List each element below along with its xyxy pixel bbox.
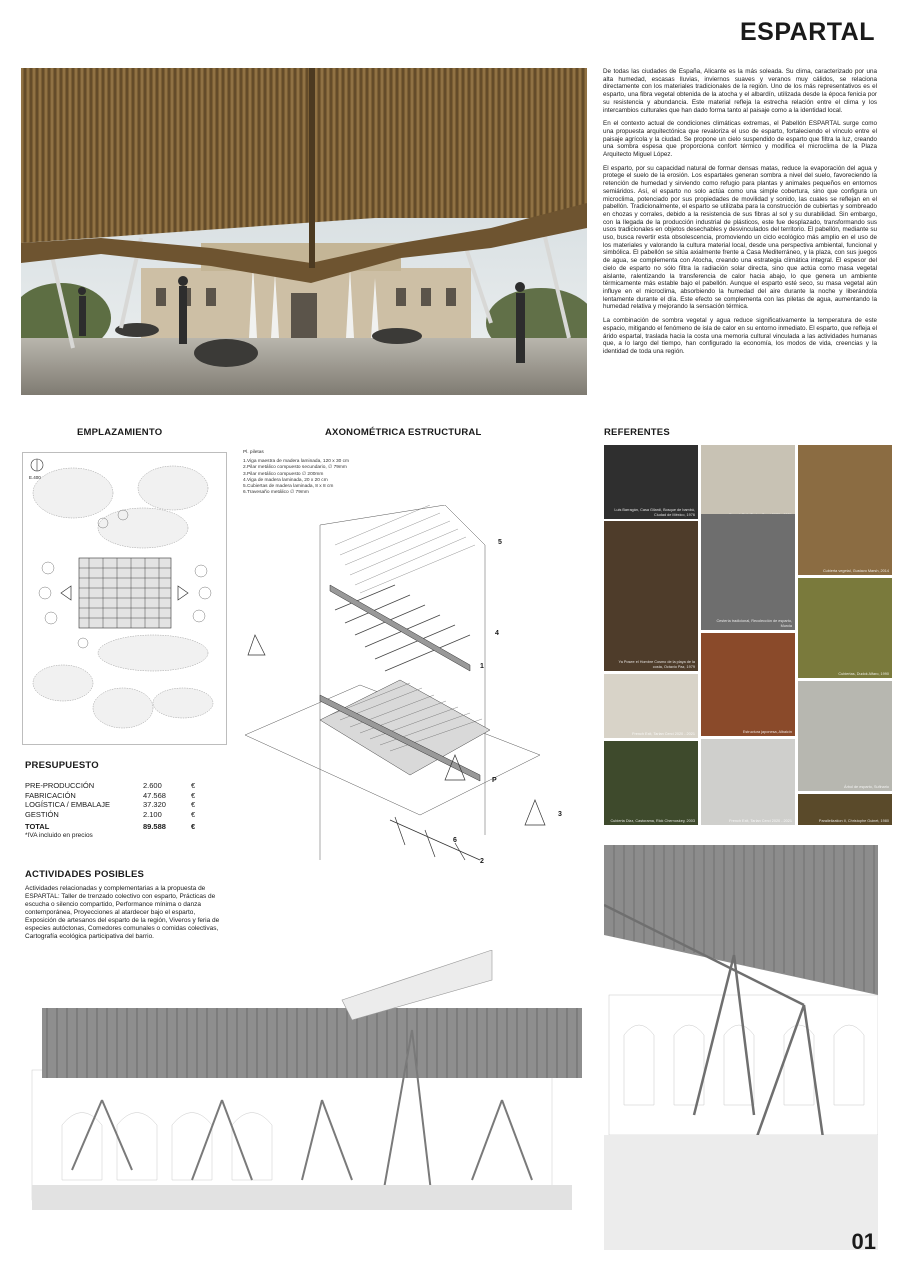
reference-caption: Cubierta Dizz, Castorama, Rick Chernoskey, 2003 [610, 818, 695, 823]
budget-value: 47.568 [143, 790, 166, 800]
site-plan-scale: E.400 [29, 475, 41, 480]
axonometry-callout: 2 [480, 858, 484, 865]
reference-caption: Árbol de esparto, Sufinario [844, 784, 889, 789]
axonometry-legend-item: 2.Pilar metálico compuesto secundario, ∅ 79mm [243, 465, 347, 471]
project-description [603, 68, 877, 362]
axonometry-callout: 6 [453, 837, 457, 844]
budget-note: *IVA incluido en precios [25, 831, 93, 839]
axonometrica-heading: AXONOMÉTRICA ESTRUCTURAL [325, 427, 482, 438]
description-paragraph: En el contexto actual de condiciones climáticas extremas, el Pabellón ESPARTAL surge como una propuesta arquitectónica que revaloriza el uso de esparto, fortaleciendo el vínculo entre el paisaje agrícola y la ciudad. Se propone un cielo suspendido de esparto que filtra la luz, creando una sombra espesa que proporciona confort térmico y modifica el microclima de la Plaza Arquitecto Miguel López. [603, 120, 877, 159]
reference-image [604, 674, 698, 738]
axonometry-callout: 4 [495, 630, 499, 637]
reference-image [798, 794, 892, 825]
pavilion-render-illustration [21, 68, 587, 395]
budget-value: 2.100 [143, 809, 162, 819]
reference-image [604, 445, 698, 519]
activities-text: Actividades relacionadas y complementarias a la propuesta de ESPARTAL: Taller de trenzado colectivo con esparto, Prácticas de escucha o silencio compartido, Performance mínima o danza contemporánea, Proyecciones al atardecer bajo el esparto, Exposición de artesanos del esparto de la región, Viveros y feria de especies autóctonas, Comedores comunales o comidas colectivas, Cartografía ecológica participativa del barrio. [25, 885, 220, 940]
axonometry-legend-item: 4.Viga de madera laminada, 20 x 20 cm [243, 477, 328, 483]
budget-label: FABRICACIÓN [25, 790, 76, 800]
reference-image [701, 445, 795, 519]
budget-label: LOGÍSTICA / EMBALAJE [25, 800, 111, 810]
budget-value: 2.600 [143, 781, 162, 790]
page-number: 01 [851, 1229, 876, 1254]
axonometry-legend-item: 6.Travesaño metálico ∅ 79mm [243, 490, 309, 496]
budget-total-row [25, 822, 215, 832]
reference-image [701, 633, 795, 736]
section-drawing [22, 950, 582, 1215]
site-plan [22, 452, 227, 745]
reference-caption: French Exit, Tarlan Cerci 2020 - 2021 [632, 731, 695, 736]
axonometry-legend-item: 5.Cubiertas de madera laminada, 8 x 8 cm [243, 484, 334, 490]
budget-currency: € [191, 781, 196, 790]
axonometry-legend [243, 450, 349, 496]
budget-label: GESTIÓN [25, 809, 59, 819]
budget-currency: € [191, 790, 196, 800]
description-paragraph: La combinación de sombra vegetal y agua reduce significativamente la temperatura de este espacio, mitigando el fenómeno de isla de calor en su entorno inmediato. El esparto, que refleja el árido espartal, traslada hacia la costa una memoria cultural vinculada a las actividades humanas que, a lo largo del tiempo, han configurado la economía, los modos de vida, creencias y la identidad de toda una región. [603, 317, 877, 355]
emplazamiento-heading: EMPLAZAMIENTO [77, 427, 163, 438]
site-plan-drawing [23, 453, 226, 744]
axonometry-callout: 3 [558, 811, 562, 818]
activities-heading: ACTIVIDADES POSIBLES [25, 869, 145, 880]
budget-label: PRE-PRODUCCIÓN [25, 781, 95, 790]
budget-currency: € [191, 809, 196, 819]
axonometry-legend-item: 1.Viga maestra de madera laminada, 120 x 30 cm [243, 459, 350, 465]
axonometry-legend-title: Pl. piletas [243, 450, 264, 455]
axonometry-callout: 5 [498, 539, 502, 546]
axonometry-callout: P [492, 777, 497, 784]
budget-table [25, 760, 215, 839]
axonometry-drawing [240, 505, 580, 865]
reference-caption: Parallelization II, Christophe Guinet, 1980 [818, 818, 889, 823]
page-title: ESPARTAL [739, 18, 875, 46]
axonometry-callout: 1 [480, 663, 484, 670]
perspective-drawing [604, 845, 878, 1250]
budget-row [25, 810, 215, 820]
budget-currency: € [191, 800, 196, 810]
reference-image [604, 741, 698, 825]
reference-image [798, 681, 892, 791]
reference-caption: French Exit, Tarlan Cerci 2020 - 2021 [729, 818, 792, 823]
reference-image [798, 578, 892, 678]
budget-total-label: TOTAL [25, 822, 50, 832]
description-paragraph: El esparto, por su capacidad natural de formar densas matas, reduce la evaporación del agua y protege el suelo de la erosión. Los espartales generan sombra a nivel del suelo, favoreciendo la retención de humedad y sirviendo como refugio para plantas y animales pequeños en entornos semiáridos. Así, el esparto no solo actúa como una simple cobertura, sino que configura un microclima, potenciado por sus propiedades de movilidad y sonido, las cuales se reflejan en el pabellón. Tradicionalmente, el esparto se utilizaba para la construcción de cubiertas y sombreado en chozas y corrales, debido a la resistencia de sus fibras al sol y su durabilidad. Sin embargo, con la llegada de la producción industrial de plásticos, este fue desplazado, transformando sus usos tradicionales en objetos desechables y desvinculados del territorio. El pabellón, mediante su uso, busca revertir esta obsolescencia, promoviendo un ciclo ecológico más amplio en el uso de los materiales y valorando la cultura material local, desde una perspectiva ambiental, funcional y simbólica. El pabellón se sitúa axialmente frente a Casa Mediterráneo, y la plaza, con sus juegos de agua, se complementa con Atocha, creando una estrategia climática integral. El espesor del cielo de esparto no sólo filtra la radiación solar directa, sino que actúa como masa vegetal aislante, ralentizando la transferencia de calor hacia abajo, lo que genera un ambiente térmicamente más estable bajo el pabellón. Aunque el esparto esté seco, su masa vegetal aún influye en el microclima, absorbiendo la humedad del aire durante la noche y liberándola lentamente durante el día. Este efecto se complementa con las piletas de agua, aumentando la humedad relativa y mejorando la sensación térmica. [603, 164, 877, 311]
reference-image [604, 521, 698, 671]
budget-value: 37.320 [143, 800, 166, 810]
reference-caption: Cubierta vegetal, Gustavo Marsh, 2014 [822, 568, 889, 573]
activities-block [25, 871, 223, 941]
budget-row [25, 791, 215, 801]
budget-row [25, 781, 215, 791]
reference-image [798, 445, 892, 575]
reference-caption: Ya Posee el Hombre Cosmo de la playa de la costa, Octavio Paz, 1979 [618, 660, 695, 669]
hero-render [21, 68, 587, 395]
budget-row [25, 800, 215, 810]
reference-caption: Cubiertas, Dudok Alfaro, 1990 [838, 671, 889, 676]
axonometry-legend-item: 3.Pilar metálico compuesto ∅ 200mm [243, 471, 324, 477]
reference-caption: Luis Barragán, Casa Gilardi, Bosque de bambú, Ciudad de México, 1976 [614, 508, 695, 517]
budget-total-value: 89.588 [143, 822, 166, 832]
budget-heading: PRESUPUESTO [25, 760, 99, 771]
reference-caption: Cestería tradicional, Recolección de esparto, Murcia [716, 619, 792, 628]
referentes-heading: REFERENTES [604, 427, 670, 438]
reference-caption: Estructura japonesa, Albaicín [742, 729, 792, 734]
description-paragraph: De todas las ciudades de España, Alicante es la más soleada. Su clima, caracterizado por una alta humedad, escasas lluvias, inviernos suaves y veranos muy cálidos, se relaciona directamente con los materiales tradicionales de la región. Uno de los más representativos es el esparto, una fibra vegetal obtenida de la atocha y el albardín, utilizada desde la época fenicia por su resistencia y abundancia. Este material refleja la estrecha relación entre el clima y los intercambios culturales que han dado forma tanto al paisaje como a la identidad local. [603, 68, 877, 114]
budget-total-currency: € [191, 822, 196, 832]
references-grid [604, 445, 889, 825]
reference-image [701, 739, 795, 825]
reference-image [701, 514, 795, 630]
